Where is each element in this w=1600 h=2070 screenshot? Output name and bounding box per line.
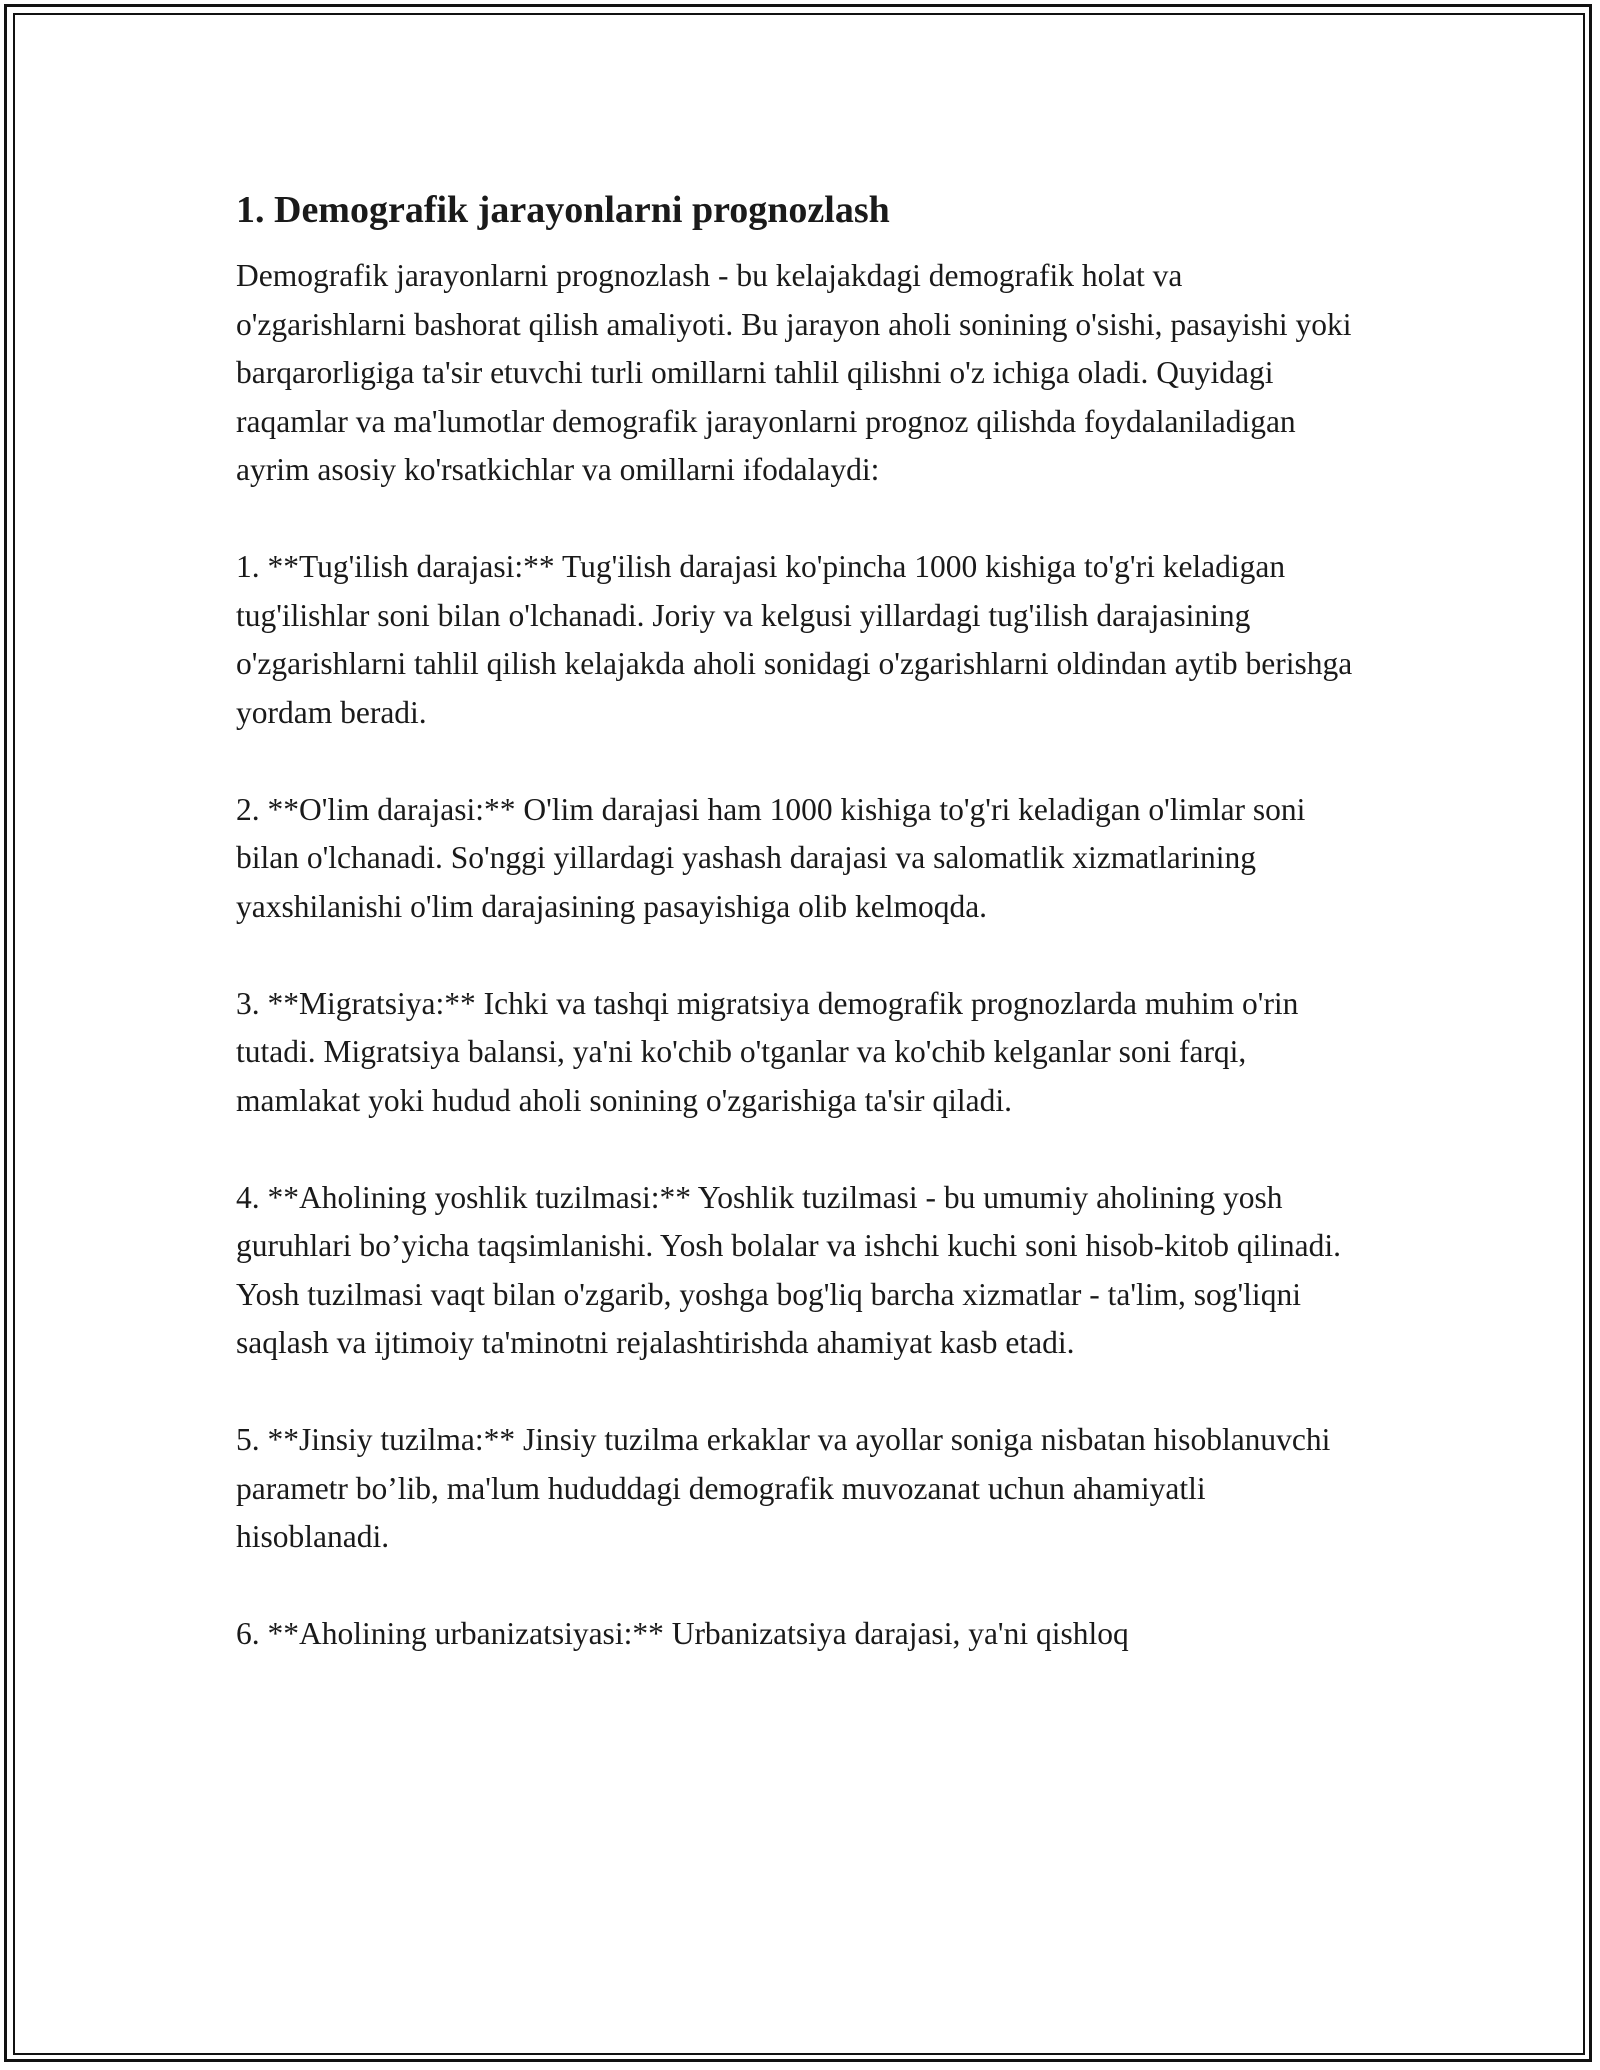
list-item-birth-rate: 1. **Tug'ilish darajasi:** Tug'ilish darajasi ko'pincha 1000 kishiga to'g'ri keladigan tug'ilishlar soni bilan o'lchanadi. Joriy va kelgusi yillardagi tug'ilish darajasining o'zgarishlarni tahlil qilish kelajakda aholi sonidagi o'zgarishlarni oldindan aytib berishga yordam beradi.	[236, 549, 1353, 730]
list-item-migration: 3. **Migratsiya:** Ichki va tashqi migratsiya demografik prognozlarda muhim o'rin tutadi. Migratsiya balansi, ya'ni ko'chib o'tganlar va ko'chib kelganlar soni farqi, mamlakat yoki hudud aholi sonining o'zgarishiga ta'sir qiladi.	[236, 985, 1299, 1118]
list-item-urbanization: 6. **Aholining urbanizatsiyasi:** Urbanizatsiya darajasi, ya'ni qishloq	[236, 1616, 1129, 1651]
intro-paragraph: Demografik jarayonlarni prognozlash - bu kelajakdagi demografik holat va o'zgarishlarni bashorat qilish amaliyoti. Bu jarayon aholi sonining o'sishi, pasayishi yoki barqarorligiga ta'sir etuvchi turli omillarni tahlil qilishni o'z ichiga oladi. Quyidagi raqamlar va ma'lumotlar demografik jarayonlarni prognoz qilishda foydalaniladigan ayrim asosiy ko'rsatkichlar va omillarni ifodalaydi:	[236, 258, 1352, 487]
page-title: 1. Demografik jarayonlarni prognozlash	[236, 189, 890, 231]
list-item-age-structure: 4. **Aholining yoshlik tuzilmasi:** Yoshlik tuzilmasi - bu umumiy aholining yosh guruhlari bo’yicha taqsimlanishi. Yosh bolalar va ishchi kuchi soni hisob-kitob qilinadi. Yosh tuzilmasi vaqt bilan o'zgarib, yoshga bog'liq barcha xizmatlar - ta'lim, sog'liqni saqlash va ijtimoiy ta'minotni rejalashtirishda ahamiyat kasb etadi.	[236, 1179, 1342, 1360]
list-item-sex-structure: 5. **Jinsiy tuzilma:** Jinsiy tuzilma erkaklar va ayollar soniga nisbatan hisoblanuvchi parametr bo’lib, ma'lum hududdagi demografik muvozanat uchun ahamiyatli hisoblanadi.	[236, 1422, 1331, 1554]
document-body	[236, 186, 1356, 1707]
list-item-death-rate: 2. **O'lim darajasi:** O'lim darajasi ham 1000 kishiga to'g'ri keladigan o'limlar soni bilan o'lchanadi. So'nggi yillardagi yashash darajasi va salomatlik xizmatlarining yaxshilanishi o'lim darajasining pasayishiga olib kelmoqda.	[236, 791, 1306, 924]
